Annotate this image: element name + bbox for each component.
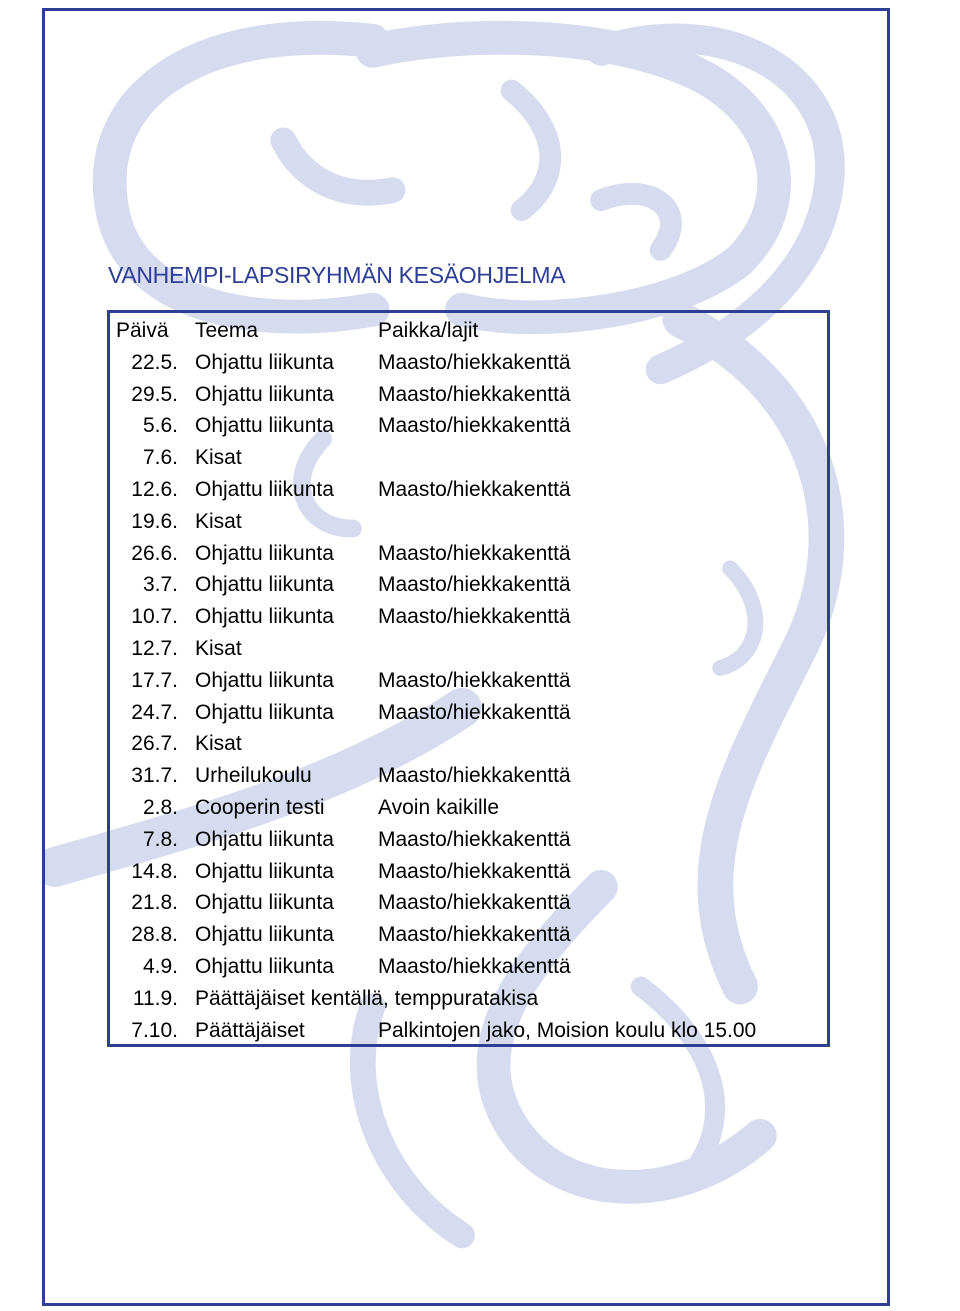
row-theme: Ohjattu liikunta [195, 350, 334, 374]
row-date: 19.6. [131, 509, 178, 533]
schedule-body [110, 347, 756, 1047]
row-theme: Kisat [195, 446, 242, 470]
row-date: 17.7. [131, 668, 178, 692]
row-theme: Ohjattu liikunta [195, 541, 334, 565]
row-theme: Ohjattu liikunta [195, 700, 334, 724]
row-date: 22.5. [131, 350, 178, 374]
row-place: Maasto/hiekkakenttä [378, 859, 571, 883]
row-place: Maasto/hiekkakenttä [378, 573, 571, 597]
table-row [110, 379, 756, 411]
row-date: 10.7. [131, 605, 178, 629]
table-row [110, 506, 756, 538]
row-place: Maasto/hiekkakenttä [378, 764, 571, 788]
table-row [110, 601, 756, 633]
row-date: 11.9. [132, 986, 178, 1010]
row-theme: Ohjattu liikunta [195, 954, 334, 978]
row-theme: Urheilukoulu [195, 764, 312, 788]
row-place: Maasto/hiekkakenttä [378, 668, 571, 692]
table-row [110, 887, 756, 919]
row-theme: Päättäjäiset [195, 1018, 305, 1042]
row-date: 3.7. [142, 573, 178, 597]
header-place: Paikka/lajit [378, 319, 479, 342]
row-date: 12.6. [131, 477, 178, 501]
row-theme: Ohjattu liikunta [195, 923, 334, 947]
table-row [110, 792, 756, 824]
row-place: Maasto/hiekkakenttä [378, 382, 571, 406]
table-row [110, 633, 756, 665]
row-theme: Päättäjäiset kentällä, temppuratakisa [195, 986, 539, 1010]
row-date: 26.7. [131, 732, 178, 756]
row-theme: Ohjattu liikunta [195, 382, 334, 406]
row-date: 14.8. [131, 859, 178, 883]
table-row [110, 1015, 756, 1047]
row-theme: Kisat [195, 636, 242, 660]
row-place [378, 633, 756, 665]
table-row [110, 760, 756, 792]
row-date: 7.6. [142, 446, 178, 470]
row-theme: Cooperin testi [195, 795, 325, 819]
row-theme: Ohjattu liikunta [195, 827, 334, 851]
row-place: Maasto/hiekkakenttä [378, 923, 571, 947]
table-row [110, 728, 756, 760]
row-theme: Ohjattu liikunta [195, 605, 334, 629]
row-date: 26.6. [131, 541, 178, 565]
table-row [110, 919, 756, 951]
row-theme: Kisat [195, 732, 242, 756]
row-date: 4.9. [142, 954, 178, 978]
page-title: VANHEMPI-LAPSIRYHMÄN KESÄOHJELMA [108, 262, 566, 288]
row-date: 21.8. [131, 891, 178, 915]
row-theme: Ohjattu liikunta [195, 573, 334, 597]
row-theme: Ohjattu liikunta [195, 668, 334, 692]
row-place: Maasto/hiekkakenttä [378, 891, 571, 915]
row-place [378, 442, 756, 474]
row-place: Maasto/hiekkakenttä [378, 605, 571, 629]
schedule-table [110, 315, 756, 1046]
row-place: Maasto/hiekkakenttä [378, 541, 571, 565]
row-place: Palkintojen jako, Moision koulu klo 15.00 [378, 1018, 757, 1042]
header-theme: Teema [195, 319, 259, 342]
table-row [110, 569, 756, 601]
header-date: Päivä [116, 319, 169, 342]
row-date: 31.7. [131, 764, 178, 788]
row-theme: Ohjattu liikunta [195, 891, 334, 915]
row-date: 28.8. [131, 923, 178, 947]
row-date: 12.7. [131, 636, 178, 660]
table-row [110, 824, 756, 856]
table-row [110, 474, 756, 506]
row-date: 5.6. [142, 414, 178, 438]
row-theme: Kisat [195, 509, 242, 533]
table-row [110, 410, 756, 442]
row-place: Maasto/hiekkakenttä [378, 954, 571, 978]
row-theme: Ohjattu liikunta [195, 477, 334, 501]
row-date: 7.10. [131, 1018, 178, 1042]
row-place: Maasto/hiekkakenttä [378, 414, 571, 438]
row-date: 2.8. [142, 795, 178, 819]
table-row [110, 951, 756, 983]
row-theme: Ohjattu liikunta [195, 414, 334, 438]
row-place: Maasto/hiekkakenttä [378, 350, 571, 374]
row-date: 7.8. [142, 827, 178, 851]
row-date: 24.7. [131, 700, 178, 724]
table-row [110, 665, 756, 697]
table-row [110, 697, 756, 729]
table-header-row [110, 315, 756, 347]
row-date: 29.5. [131, 382, 178, 406]
row-place: Avoin kaikille [378, 795, 500, 819]
table-row [110, 442, 756, 474]
table-row [110, 347, 756, 379]
table-row [110, 983, 756, 1015]
row-place: Maasto/hiekkakenttä [378, 477, 571, 501]
row-place [378, 728, 756, 760]
row-place: Maasto/hiekkakenttä [378, 700, 571, 724]
row-theme: Ohjattu liikunta [195, 859, 334, 883]
table-row [110, 856, 756, 888]
table-row [110, 538, 756, 570]
row-place: Maasto/hiekkakenttä [378, 827, 571, 851]
row-place [378, 506, 756, 538]
